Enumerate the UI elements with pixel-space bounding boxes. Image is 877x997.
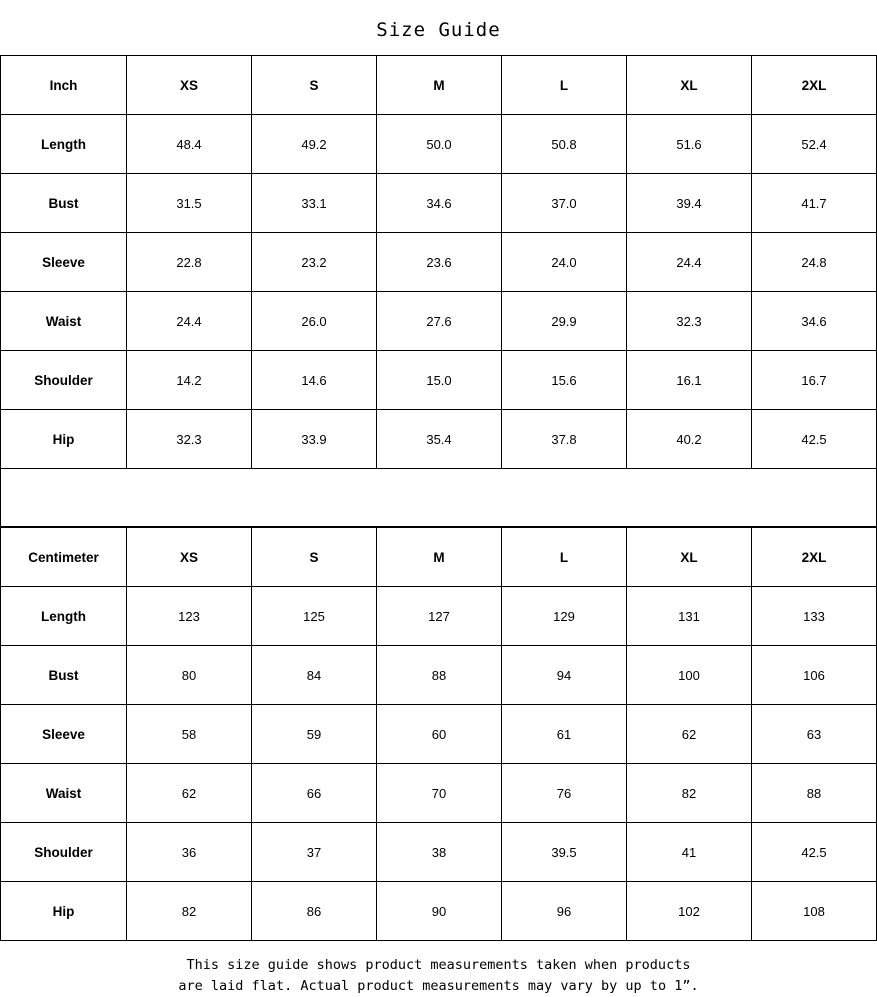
cell-sleeve-xl: 24.4 xyxy=(627,233,752,292)
column-header-xl: XL xyxy=(627,528,752,587)
column-header-s: S xyxy=(252,528,377,587)
table-header-row xyxy=(1,528,877,587)
cell-hip-xs: 32.3 xyxy=(127,410,252,469)
cell-sleeve-m: 60 xyxy=(377,705,502,764)
cell-shoulder-xl: 41 xyxy=(627,823,752,882)
cell-length-xl: 131 xyxy=(627,587,752,646)
table-row xyxy=(1,233,877,292)
cell-length-2xl: 52.4 xyxy=(752,115,877,174)
cell-shoulder-m: 15.0 xyxy=(377,351,502,410)
table-row xyxy=(1,882,877,941)
cell-bust-s: 84 xyxy=(252,646,377,705)
row-label-waist: Waist xyxy=(1,764,127,823)
cell-waist-s: 26.0 xyxy=(252,292,377,351)
cell-shoulder-2xl: 16.7 xyxy=(752,351,877,410)
row-label-shoulder: Shoulder xyxy=(1,351,127,410)
cell-shoulder-m: 38 xyxy=(377,823,502,882)
cell-sleeve-l: 24.0 xyxy=(502,233,627,292)
centimeter-size-table xyxy=(0,527,877,941)
cell-waist-s: 66 xyxy=(252,764,377,823)
cell-bust-m: 88 xyxy=(377,646,502,705)
cell-length-xs: 123 xyxy=(127,587,252,646)
cell-waist-xs: 24.4 xyxy=(127,292,252,351)
row-label-sleeve: Sleeve xyxy=(1,233,127,292)
cell-sleeve-xl: 62 xyxy=(627,705,752,764)
cell-bust-m: 34.6 xyxy=(377,174,502,233)
cell-hip-2xl: 42.5 xyxy=(752,410,877,469)
unit-label-centimeter: Centimeter xyxy=(1,528,127,587)
cell-shoulder-l: 15.6 xyxy=(502,351,627,410)
cell-sleeve-s: 23.2 xyxy=(252,233,377,292)
row-label-length: Length xyxy=(1,115,127,174)
table-row xyxy=(1,174,877,233)
cell-hip-s: 86 xyxy=(252,882,377,941)
inch-size-table xyxy=(0,55,877,469)
cell-sleeve-xs: 22.8 xyxy=(127,233,252,292)
cell-bust-2xl: 106 xyxy=(752,646,877,705)
row-label-waist: Waist xyxy=(1,292,127,351)
column-header-xs: XS xyxy=(127,528,252,587)
column-header-s: S xyxy=(252,56,377,115)
cell-length-m: 50.0 xyxy=(377,115,502,174)
cell-bust-s: 33.1 xyxy=(252,174,377,233)
cell-bust-xl: 100 xyxy=(627,646,752,705)
cell-waist-m: 70 xyxy=(377,764,502,823)
cell-length-s: 49.2 xyxy=(252,115,377,174)
cell-shoulder-xs: 14.2 xyxy=(127,351,252,410)
table-row xyxy=(1,823,877,882)
table-row xyxy=(1,705,877,764)
table-row xyxy=(1,410,877,469)
cell-waist-2xl: 88 xyxy=(752,764,877,823)
cell-waist-m: 27.6 xyxy=(377,292,502,351)
cell-shoulder-s: 37 xyxy=(252,823,377,882)
cell-sleeve-l: 61 xyxy=(502,705,627,764)
column-header-m: M xyxy=(377,528,502,587)
column-header-xl: XL xyxy=(627,56,752,115)
cell-waist-xl: 82 xyxy=(627,764,752,823)
column-header-2xl: 2XL xyxy=(752,56,877,115)
column-header-m: M xyxy=(377,56,502,115)
cell-hip-2xl: 108 xyxy=(752,882,877,941)
cell-hip-xl: 102 xyxy=(627,882,752,941)
cell-bust-2xl: 41.7 xyxy=(752,174,877,233)
cell-length-s: 125 xyxy=(252,587,377,646)
cell-waist-l: 29.9 xyxy=(502,292,627,351)
cell-length-2xl: 133 xyxy=(752,587,877,646)
table-row xyxy=(1,646,877,705)
unit-label-inch: Inch xyxy=(1,56,127,115)
cell-length-l: 50.8 xyxy=(502,115,627,174)
cell-bust-l: 37.0 xyxy=(502,174,627,233)
cell-hip-l: 37.8 xyxy=(502,410,627,469)
footnote-line-2: are laid flat. Actual product measurements may vary by up to 1”. xyxy=(178,977,699,994)
row-label-sleeve: Sleeve xyxy=(1,705,127,764)
size-guide-footnote xyxy=(0,941,877,997)
column-header-l: L xyxy=(502,56,627,115)
cell-waist-l: 76 xyxy=(502,764,627,823)
cell-shoulder-s: 14.6 xyxy=(252,351,377,410)
cell-length-l: 129 xyxy=(502,587,627,646)
column-header-2xl: 2XL xyxy=(752,528,877,587)
table-row xyxy=(1,587,877,646)
cell-length-m: 127 xyxy=(377,587,502,646)
table-row xyxy=(1,115,877,174)
cell-sleeve-2xl: 63 xyxy=(752,705,877,764)
cell-waist-xl: 32.3 xyxy=(627,292,752,351)
row-label-hip: Hip xyxy=(1,882,127,941)
cell-bust-xl: 39.4 xyxy=(627,174,752,233)
row-label-length: Length xyxy=(1,587,127,646)
column-header-l: L xyxy=(502,528,627,587)
cell-waist-2xl: 34.6 xyxy=(752,292,877,351)
page-title: Size Guide xyxy=(376,19,501,41)
cell-bust-xs: 31.5 xyxy=(127,174,252,233)
row-label-bust: Bust xyxy=(1,646,127,705)
table-row xyxy=(1,764,877,823)
cell-sleeve-2xl: 24.8 xyxy=(752,233,877,292)
cell-sleeve-s: 59 xyxy=(252,705,377,764)
cell-sleeve-m: 23.6 xyxy=(377,233,502,292)
table-row xyxy=(1,351,877,410)
cell-hip-xs: 82 xyxy=(127,882,252,941)
cell-waist-xs: 62 xyxy=(127,764,252,823)
row-label-shoulder: Shoulder xyxy=(1,823,127,882)
cell-shoulder-xs: 36 xyxy=(127,823,252,882)
cell-bust-xs: 80 xyxy=(127,646,252,705)
footnote-line-1: This size guide shows product measurements taken when products xyxy=(186,957,691,973)
row-label-bust: Bust xyxy=(1,174,127,233)
cell-hip-l: 96 xyxy=(502,882,627,941)
cell-shoulder-2xl: 42.5 xyxy=(752,823,877,882)
column-header-xs: XS xyxy=(127,56,252,115)
table-separator xyxy=(0,469,877,527)
cell-length-xs: 48.4 xyxy=(127,115,252,174)
cell-length-xl: 51.6 xyxy=(627,115,752,174)
cell-bust-l: 94 xyxy=(502,646,627,705)
cell-hip-m: 90 xyxy=(377,882,502,941)
table-header-row xyxy=(1,56,877,115)
cell-hip-m: 35.4 xyxy=(377,410,502,469)
cell-hip-s: 33.9 xyxy=(252,410,377,469)
row-label-hip: Hip xyxy=(1,410,127,469)
table-row xyxy=(1,292,877,351)
cell-shoulder-xl: 16.1 xyxy=(627,351,752,410)
cell-hip-xl: 40.2 xyxy=(627,410,752,469)
cell-shoulder-l: 39.5 xyxy=(502,823,627,882)
cell-sleeve-xs: 58 xyxy=(127,705,252,764)
